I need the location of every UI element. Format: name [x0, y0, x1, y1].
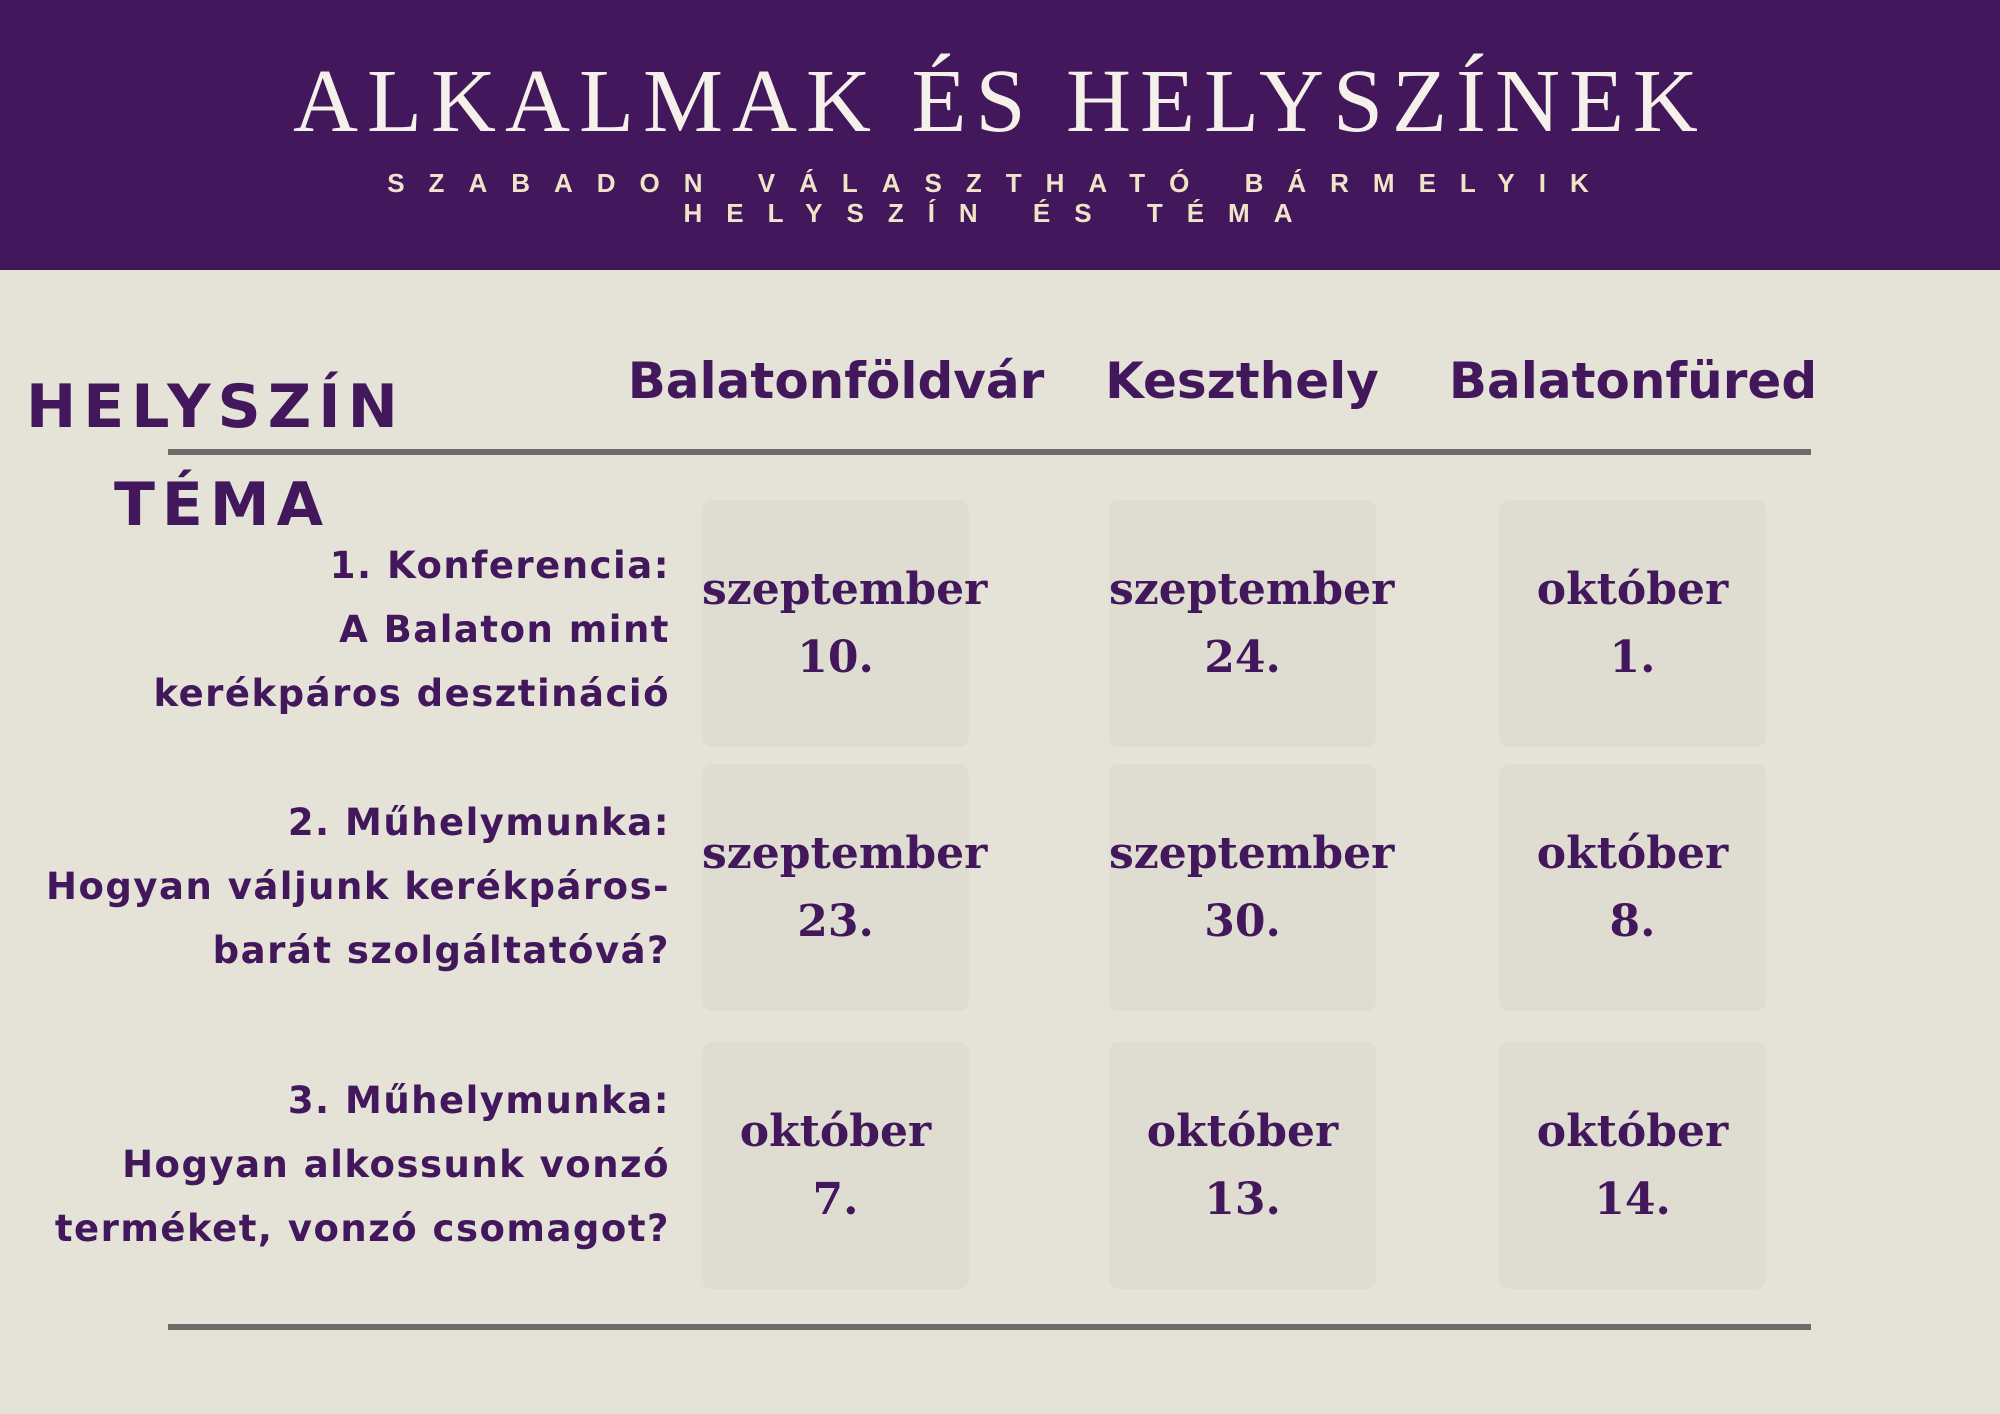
topic-label: TÉMA: [114, 470, 331, 540]
date-month: október: [739, 1105, 932, 1157]
date-cell: [1109, 1042, 1376, 1289]
date-cell: [1499, 1042, 1766, 1289]
date-cell: [702, 764, 988, 1011]
location-header-balatonfoldvar: Balatonföldvár: [627, 352, 1045, 410]
page-title: ALKALMAK ÉS HELYSZÍNEK: [293, 52, 1707, 151]
topic-row-1: [20, 534, 670, 726]
topic-row-3: [20, 1069, 670, 1261]
date-day: 7.: [812, 1173, 859, 1225]
date-month: szeptember: [1109, 827, 1395, 879]
topic-line: A Balaton mint: [339, 608, 670, 651]
topic-line: 1. Konferencia:: [329, 544, 670, 587]
topic-line: barát szolgáltatóvá?: [212, 929, 670, 972]
footer-divider: [168, 1324, 1811, 1330]
date-month: szeptember: [1109, 563, 1395, 615]
date-month: október: [1536, 563, 1729, 615]
date-day: 30.: [1204, 895, 1281, 947]
date-day: 10.: [797, 631, 874, 683]
topic-row-2: [20, 791, 670, 983]
date-cell: [1109, 764, 1395, 1011]
date-month: szeptember: [702, 827, 988, 879]
date-cell: [1499, 764, 1766, 1011]
topic-line: 2. Műhelymunka:: [287, 801, 670, 844]
date-day: 14.: [1594, 1173, 1671, 1225]
date-cell: [702, 500, 988, 747]
topic-line: terméket, vonzó csomagot?: [54, 1207, 670, 1250]
topic-line: Hogyan alkossunk vonzó: [122, 1143, 670, 1186]
date-month: október: [1536, 827, 1729, 879]
date-month: szeptember: [702, 563, 988, 615]
header-divider: [168, 449, 1811, 455]
date-day: 24.: [1204, 631, 1281, 683]
date-cell: [702, 1042, 969, 1289]
date-day: 23.: [797, 895, 874, 947]
date-month: október: [1536, 1105, 1729, 1157]
header-banner: [0, 0, 2000, 270]
topic-line: 3. Műhelymunka:: [287, 1079, 670, 1122]
date-month: október: [1146, 1105, 1339, 1157]
date-cell: [1499, 500, 1766, 747]
date-day: 13.: [1204, 1173, 1281, 1225]
location-header-keszthely: Keszthely: [1105, 352, 1379, 410]
topic-line: kerékpáros desztináció: [153, 672, 670, 715]
topic-line: Hogyan váljunk kerékpáros-: [46, 865, 670, 908]
location-header-balatonfured: Balatonfüred: [1448, 352, 1818, 410]
location-label: HELYSZÍN: [26, 372, 405, 442]
date-day: 1.: [1609, 631, 1656, 683]
date-cell: [1109, 500, 1395, 747]
date-day: 8.: [1609, 895, 1656, 947]
page-subtitle: SZABADON VÁLASZTHATÓ BÁRMELYIK HELYSZÍN ÉS TÉMA: [387, 168, 1613, 228]
